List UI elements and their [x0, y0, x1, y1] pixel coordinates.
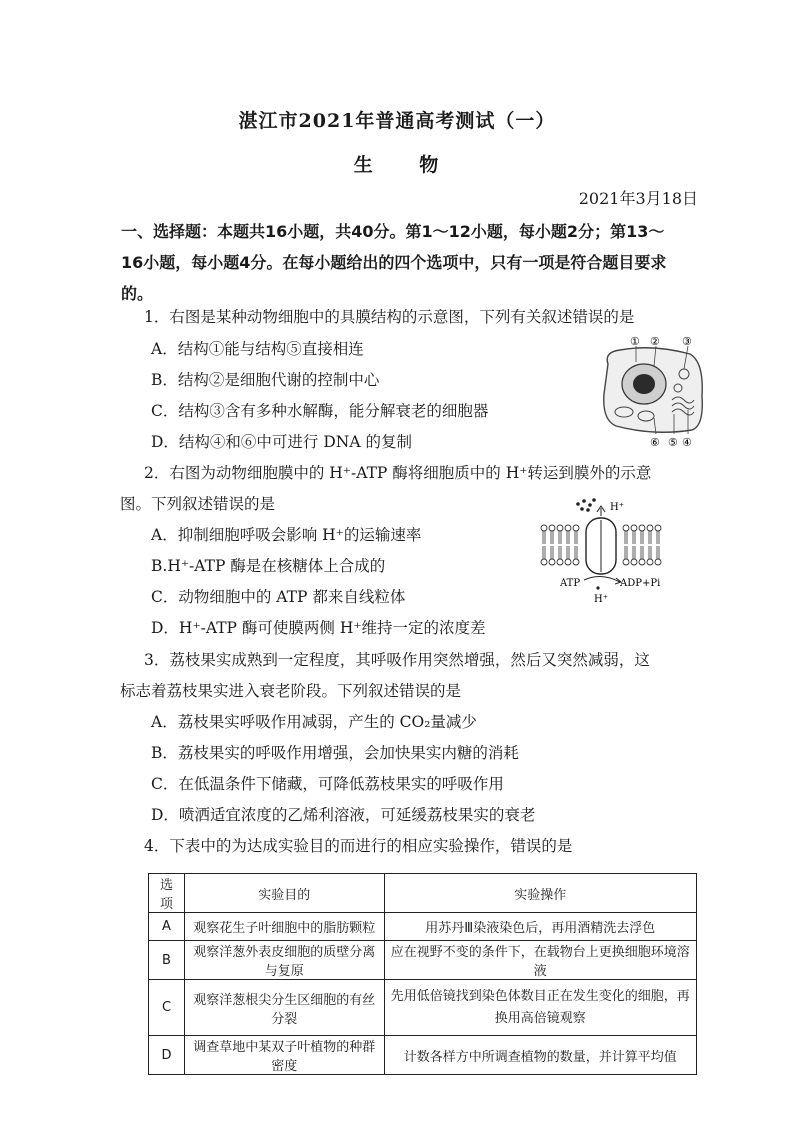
table-cell-purpose: 观察花生子叶细胞中的脂肪颗粒	[184, 913, 384, 941]
table-cell-option: A	[149, 913, 185, 941]
table-header-purpose: 实验目的	[184, 874, 384, 913]
q3-option-a: A．荔枝果实呼吸作用减弱，产生的 CO₂量减少	[151, 713, 477, 731]
cell-label-2: ②	[650, 335, 660, 348]
q2-option-b: B.H⁺-ATP 酶是在核糖体上合成的	[151, 557, 386, 575]
cell-label-6: ⑥	[650, 436, 660, 449]
q2-stem-line2: 图。下列叙述错误的是	[120, 495, 276, 513]
q2-option-a: A．抑制细胞呼吸会影响 H⁺的运输速率	[151, 526, 422, 544]
q2-stem-line1: 2．右图为动物细胞膜中的 H⁺-ATP 酶将细胞质中的 H⁺转运到膜外的示意	[144, 464, 652, 482]
table-cell-purpose: 观察洋葱外表皮细胞的质壁分离与复原	[184, 941, 384, 980]
table-header-option: 选项	[149, 874, 185, 913]
table-cell-option: B	[149, 941, 185, 980]
exam-date: 2021年3月18日	[578, 189, 698, 208]
q4-stem: 4．下表中的为达成实验目的而进行的相应实验操作，错误的是	[144, 837, 573, 855]
table-cell-option: D	[149, 1036, 185, 1075]
q3-stem-line2: 标志着荔枝果实进入衰老阶段。下列叙述错误的是	[120, 682, 462, 700]
q1-option-b: B．结构②是细胞代谢的控制中心	[151, 371, 380, 389]
page-title: 湛江市2021年普通高考测试（一）	[238, 110, 556, 132]
table-row	[149, 913, 697, 941]
q1-option-a: A．结构①能与结构⑤直接相连	[151, 340, 364, 358]
subject-title: 生 物	[353, 154, 459, 176]
cell-diagram-figure	[598, 334, 710, 450]
experiment-table	[148, 873, 697, 1075]
table-row	[149, 980, 697, 1036]
table-cell-operation: 用苏丹Ⅲ染液染色后，再用酒精洗去浮色	[384, 913, 696, 941]
q2-option-d: D．H⁺-ATP 酶可使膜两侧 H⁺维持一定的浓度差	[151, 619, 486, 637]
pump-label-atp: ATP	[560, 578, 581, 589]
table-cell-purpose: 调查草地中某双子叶植物的种群密度	[184, 1036, 384, 1075]
pump-label-adp: ADP+Pi	[620, 578, 661, 589]
q1-option-c: C．结构③含有多种水解酶，能分解衰老的细胞器	[151, 402, 489, 420]
section-heading: 一、选择题：本题共16小题，共40分。第1～12小题，每小题2分；第13～16小题，每小题4分。在每小题给出的四个选项中，只有一项是符合题目要求的。	[121, 222, 667, 303]
cell-label-5: ⑤	[668, 436, 678, 449]
pump-label-bottom-h: H⁺	[594, 594, 608, 605]
table-cell-purpose: 观察洋葱根尖分生区细胞的有丝分裂	[184, 980, 384, 1036]
q3-stem-line1: 3．荔枝果实成熟到一定程度，其呼吸作用突然增强，然后又突然减弱，这	[144, 651, 650, 669]
cell-label-1: ①	[630, 335, 640, 348]
q3-option-b: B．荔枝果实的呼吸作用增强，会加快果实内糖的消耗	[151, 744, 519, 762]
q2-option-c: C．动物细胞中的 ATP 都来自线粒体	[151, 588, 406, 606]
q3-option-d: D．喷洒适宜浓度的乙烯利溶液，可延缓荔枝果实的衰老	[151, 806, 536, 824]
cell-label-4: ④	[682, 436, 692, 449]
q1-option-d: D．结构④和⑥中可进行 DNA 的复制	[151, 433, 412, 451]
table-cell-option: C	[149, 980, 185, 1036]
table-row	[149, 1036, 697, 1075]
q1-stem: 1．右图是某种动物细胞中的具膜结构的示意图，下列有关叙述错误的是	[144, 308, 635, 326]
membrane-pump-figure	[536, 496, 666, 606]
pump-label-top-h: H⁺	[610, 502, 624, 513]
table-row	[149, 941, 697, 980]
table-header-operation: 实验操作	[384, 874, 696, 913]
table-cell-operation: 先用低倍镜找到染色体数目正在发生变化的细胞，再换用高倍镜观察	[384, 980, 696, 1036]
table-cell-operation: 应在视野不变的条件下，在载物台上更换细胞环境溶液	[384, 941, 696, 980]
q3-option-c: C．在低温条件下储藏，可降低荔枝果实的呼吸作用	[151, 775, 504, 793]
table-header-row	[149, 874, 697, 913]
cell-label-3: ③	[682, 335, 692, 348]
table-cell-operation: 计数各样方中所调查植物的数量，并计算平均值	[384, 1036, 696, 1075]
